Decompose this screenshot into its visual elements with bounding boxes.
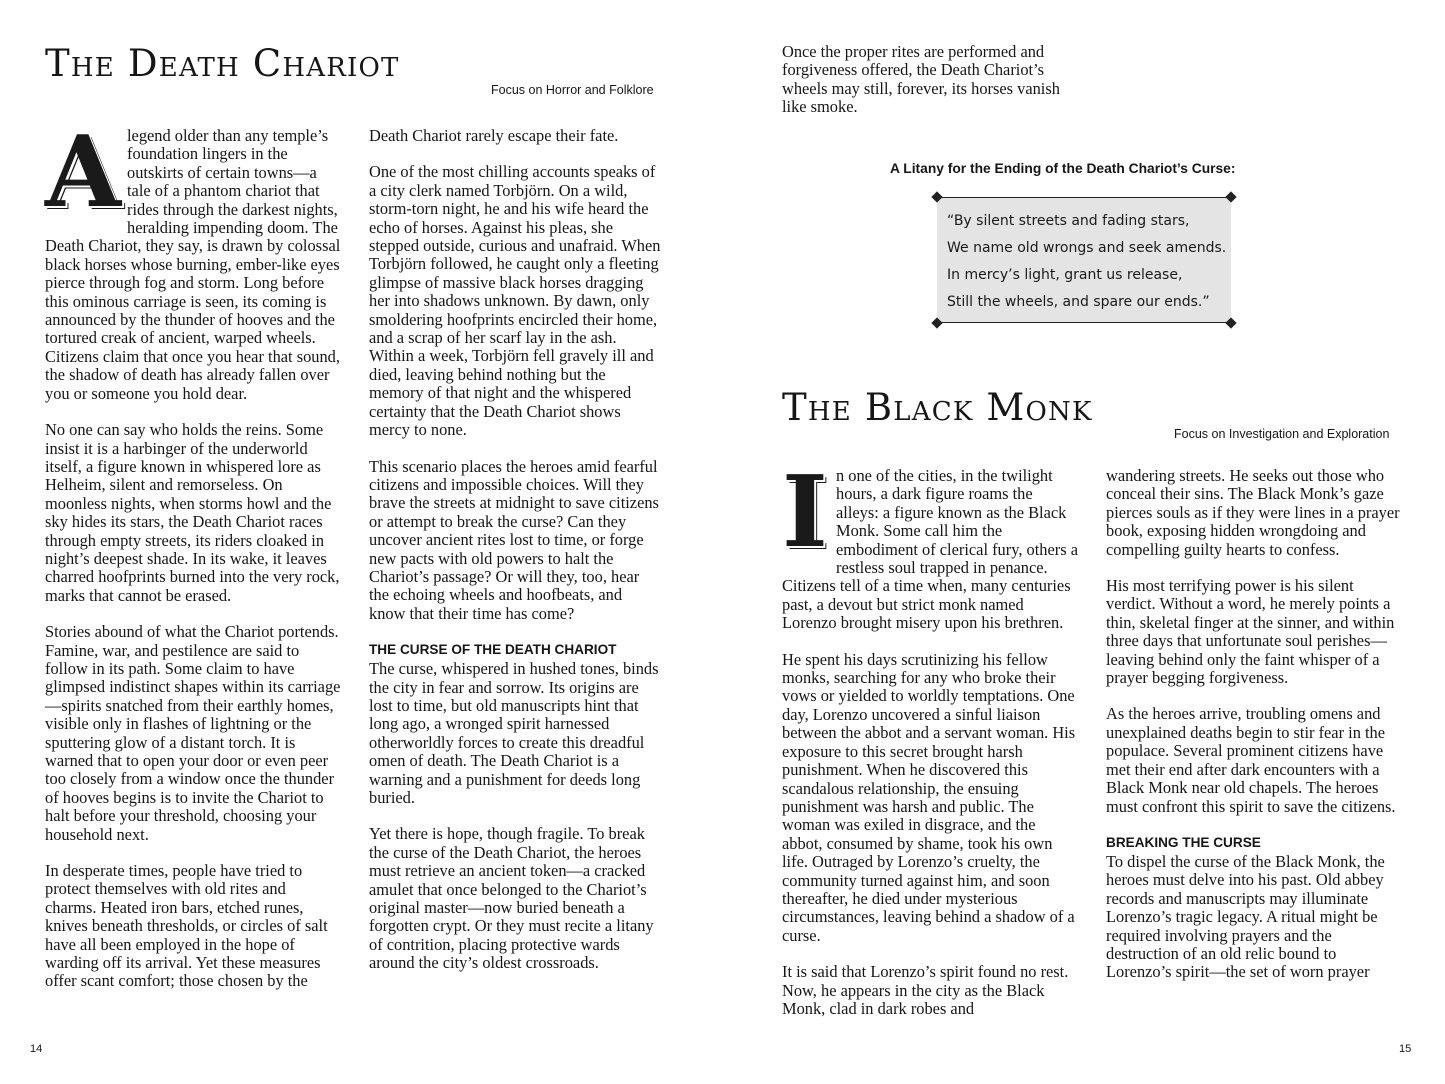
paragraph: It is said that Lorenzo’s spirit found no rest. Now, he appears in the city as the Black Monk, clad in dark robes and	[782, 962, 1069, 1018]
focus-subtitle: Focus on Investigation and Exploration	[1174, 427, 1390, 441]
paragraph: Yet there is hope, though fragile. To break the curse of the Death Chariot, the heroes must retrieve an ancient token—a cracked amulet that once belonged to the Chariot’s original master—now buried beneath a forgotten crypt. Or they must recite a litany of contrition, placing protective wards around the city’s oldest crossroads.	[369, 824, 654, 973]
page-title: The Death Chariot	[45, 42, 400, 85]
litany-line: In mercy’s light, grant us release,	[947, 267, 1183, 283]
paragraph: He spent his days scrutinizing his fellow monks, searching for any who broke their vows or yielded to worldly temptations. One day, Lorenzo uncovered a sinful liaison between the abbot and a servant woman. His exposure to this secret brought harsh punishment. When he discovered this scandalous relationship, the ensuing punishment was harsh and public. The woman was exiled in disgrace, and the abbot, consumed by shame, took his own life. Outraged by Lorenzo’s cruelty, the community turned against him, and soon thereafter, he died under mysterious circumstances, leaving behind a shadow of a curse.	[782, 649, 1076, 945]
right-page	[722, 0, 1444, 1084]
paragraph-text: n one of the cities, in the twilight hours, a dark figure roams the alleys: a figure known as the Black Monk. Some call him the embodiment of clerical fury, others a restless soul trapped in penance. Citizens tell of a time when, many centuries past, a devout but strict monk named Lorenzo brought misery upon his brethren.	[782, 466, 1078, 633]
paragraph: To dispel the curse of the Black Monk, the heroes must delve into his past. Old abbey records and manuscripts may illuminate Lorenzo’s tragic legacy. A ritual might be required involving prayers and the destruction of an old relic bound to Lorenzo’s spirit—the set of worn prayer	[1106, 851, 1385, 982]
focus-subtitle: Focus on Horror and Folklore	[491, 83, 654, 97]
paragraph	[45, 115, 341, 403]
paragraph: The curse, whispered in hushed tones, binds the city in fear and sorrow. Its origins are lost to time, but old manuscripts hint that long ago, a wronged spirit harnessed otherworldly forces to create this dreadful omen of death. The Death Chariot is a warning and a punishment for deeds long buried.	[369, 659, 659, 807]
paragraph: Death Chariot rarely escape their fate.	[369, 126, 619, 145]
litany-line: We name old wrongs and seek amends.	[947, 240, 1227, 256]
section-heading: BREAKING THE CURSE	[1106, 834, 1261, 850]
page-number: 15	[1399, 1043, 1412, 1055]
paragraph: No one can say who holds the reins. Some insist it is a harbinger of the underworld itself, a figure known in whispered lore as Helheim, silent and remorseless. On moonless nights, when storms howl and the sky hides its stars, the Death Chariot races through empty streets, its riders cloaked in night’s deepest shade. In its wake, it leaves charred hoofprints burned into the very rock, marks that cannot be erased.	[45, 420, 340, 605]
drop-cap: I	[782, 455, 828, 570]
paragraph: As the heroes arrive, troubling omens and unexplained deaths begin to stir fear in the populace. Several prominent citizens have met their end after dark encounters with a Black Monk near old chapels. The heroes must confront this spirit to save the citizens.	[1106, 704, 1396, 816]
paragraph: One of the most chilling accounts speaks of a city clerk named Torbjörn. On a wild, storm-torn night, he and his wife heard the echo of horses. Against his pleas, she stepped outside, curious and unafraid. When Torbjörn followed, he caught only a fleeting glimpse of massive black horses dragging her into shadows unknown. By dawn, only smoldering hoofprints encircled their home, and a scrap of her scarf lay in the ash. Within a week, Torbjörn fell gravely ill and died, leaving behind nothing but the memory of that night and the whispered certainty that the Death Chariot shows mercy to none.	[369, 162, 661, 440]
section-title: The Black Monk	[782, 386, 1093, 429]
paragraph: Stories abound of what the Chariot portends. Famine, war, and pestilence are said to follow in its path. Some claim to have glimpsed indistinct shapes within its carriage—spirits snatched from their earthly homes, visible only in flashes of lightning or the sputtering glow of a distant torch. It is warned that to open your door or even peer too closely from a window once the thunder of hooves begins is to invite the Chariot to halt before your threshold, choosing your household next.	[45, 622, 341, 844]
left-page	[0, 0, 722, 1084]
paragraph: Once the proper rites are performed and forgiveness offered, the Death Chariot’s wheels may still, forever, its horses vanish like smoke.	[782, 42, 1060, 117]
intro-paragraph	[782, 43, 1082, 117]
drop-cap: A	[45, 115, 122, 230]
column-1	[45, 115, 341, 991]
page-number: 14	[30, 1043, 43, 1055]
paragraph: wandering streets. He seeks out those who conceal their sins. The Black Monk’s gaze pierces souls as if they were lines in a prayer book, exposing hidden wrongdoing and compelling guilty hearts to confess.	[1106, 466, 1400, 559]
paragraph: His most terrifying power is his silent verdict. Without a word, he merely points a thin, skeletal finger at the sinner, and within three days that unfortunate soul perishes—leaving behind only the faint whisper of a prayer begging forgiveness.	[1106, 576, 1395, 688]
litany-box	[937, 197, 1231, 323]
section-heading: THE CURSE OF THE DEATH CHARIOT	[369, 642, 617, 658]
column-2	[369, 127, 661, 973]
paragraph: In desperate times, people have tried to protect themselves with old rites and charms. Heated iron bars, etched runes, knives beneath thresholds, or circles of salt have all been employed in the hope of warding off its arrival. Yet these measures offer scant comfort; those chosen by the	[45, 861, 328, 991]
litany-line: Still the wheels, and spare our ends.”	[947, 294, 1210, 310]
column-2	[1106, 467, 1400, 982]
paragraph: This scenario places the heroes amid fearful citizens and impossible choices. Will they brave the streets at midnight to save citizens or attempt to break the curse? Can they uncover ancient rites lost to time, or forge new pacts with old powers to halt the Chariot’s passage? Or will they, too, hear the echoing wheels and hoofbeats, and know that their time has come?	[369, 456, 659, 623]
paragraph	[782, 455, 1078, 633]
litany-heading: A Litany for the Ending of the Death Chariot’s Curse:	[890, 161, 1236, 176]
litany-line: “By silent streets and fading stars,	[947, 213, 1190, 229]
column-1	[782, 455, 1078, 1018]
paragraph-text: legend older than any temple’s foundation lingers in the outskirts of certain towns—a tale of a phantom chariot that rides through the darkest nights, heralding impending doom. The Death Chariot, they say, is drawn by colossal black horses whose burning, ember-like eyes pierce through fog and storm. Long before this ominous carriage is seen, its coming is announced by the thunder of hooves and the tortured creak of ancient, warped wheels. Citizens claim that once you hear that sound, the shadow of death has already fallen over you or someone you hold dear.	[45, 126, 341, 403]
